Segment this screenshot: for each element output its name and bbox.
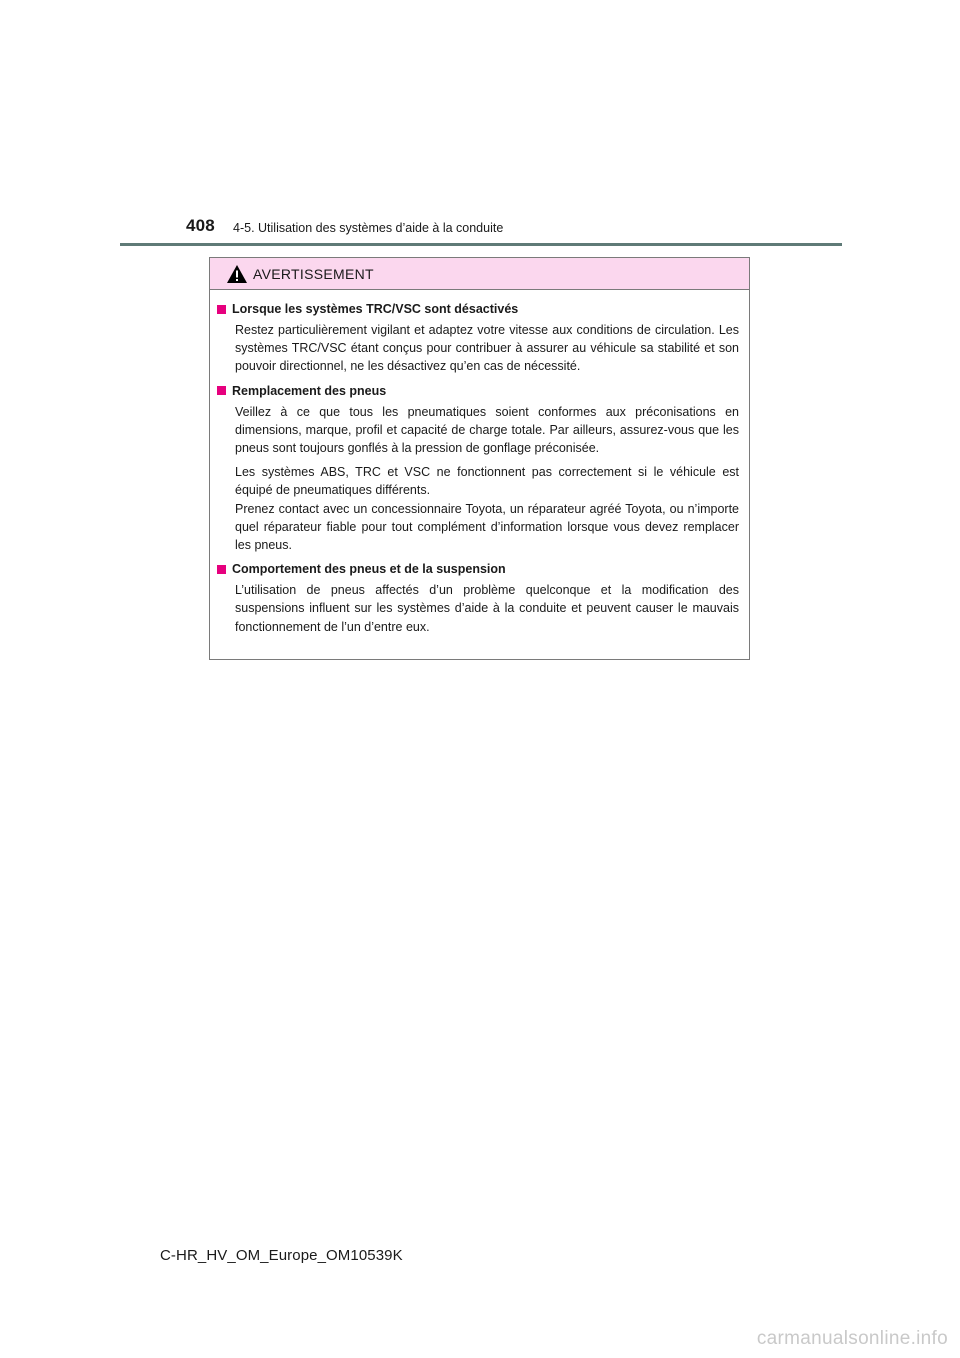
item-paragraph: Restez particulièrement vigilant et adaptez votre vitesse aux conditions de circulation. Les systèmes TRC/VSC étant conçus pour contribuer à assurer au véhicule sa stabilité et son pouvoir directionnel, ne les désactivez qu’en cas de nécessité. bbox=[235, 323, 739, 374]
item-paragraph bbox=[235, 463, 739, 554]
warning-item-heading bbox=[217, 300, 739, 318]
watermark: carmanualsonline.info bbox=[756, 1328, 948, 1349]
item-heading-text: Lorsque les systèmes TRC/VSC sont désactivés bbox=[232, 302, 519, 316]
header-rule bbox=[120, 243, 842, 246]
item-paragraph: L’utilisation de pneus affectés d’un problème quelconque et la modification des suspensions influent sur les systèmes d’aide à la conduite et peuvent causer le mauvais fonctionnement de l’un d’entre eux. bbox=[235, 583, 739, 634]
warning-item-heading bbox=[217, 560, 739, 578]
item-heading-text: Comportement des pneus et de la suspension bbox=[232, 562, 506, 577]
item-heading-text: Remplacement des pneus bbox=[232, 383, 387, 398]
item-paragraph-line: Prenez contact avec un concessionnaire Toyota, un réparateur agréé Toyota, ou n’importe quel réparateur fiable pour tout complément d’information lorsque vous devez remplacer les pneus. bbox=[235, 501, 739, 553]
warning-item-heading bbox=[217, 382, 739, 400]
warning-box bbox=[209, 257, 750, 660]
warning-title: AVERTISSEMENT bbox=[253, 265, 374, 282]
page-number: 408 bbox=[186, 216, 215, 235]
section-title: 4-5. Utilisation des systèmes d’aide à la conduite bbox=[233, 221, 504, 235]
warning-body bbox=[210, 290, 749, 636]
square-bullet-icon bbox=[217, 305, 226, 314]
warning-triangle-icon bbox=[226, 264, 248, 284]
document-code: C-HR_HV_OM_Europe_OM10539K bbox=[160, 1247, 403, 1264]
square-bullet-icon bbox=[217, 565, 226, 574]
item-paragraph-line: Les systèmes ABS, TRC et VSC ne fonctionnent pas correctement si le véhicule est équipé de pneumatiques différents. bbox=[235, 465, 739, 498]
item-paragraph: Veillez à ce que tous les pneumatiques soient conformes aux préconisations en dimensions, marque, profil et capacité de charge totale. Par ailleurs, assurez-vous que les pneus sont toujours gonflés à la pression de gonflage préconisée. bbox=[235, 404, 739, 456]
square-bullet-icon bbox=[217, 386, 226, 395]
warning-header bbox=[210, 258, 749, 290]
